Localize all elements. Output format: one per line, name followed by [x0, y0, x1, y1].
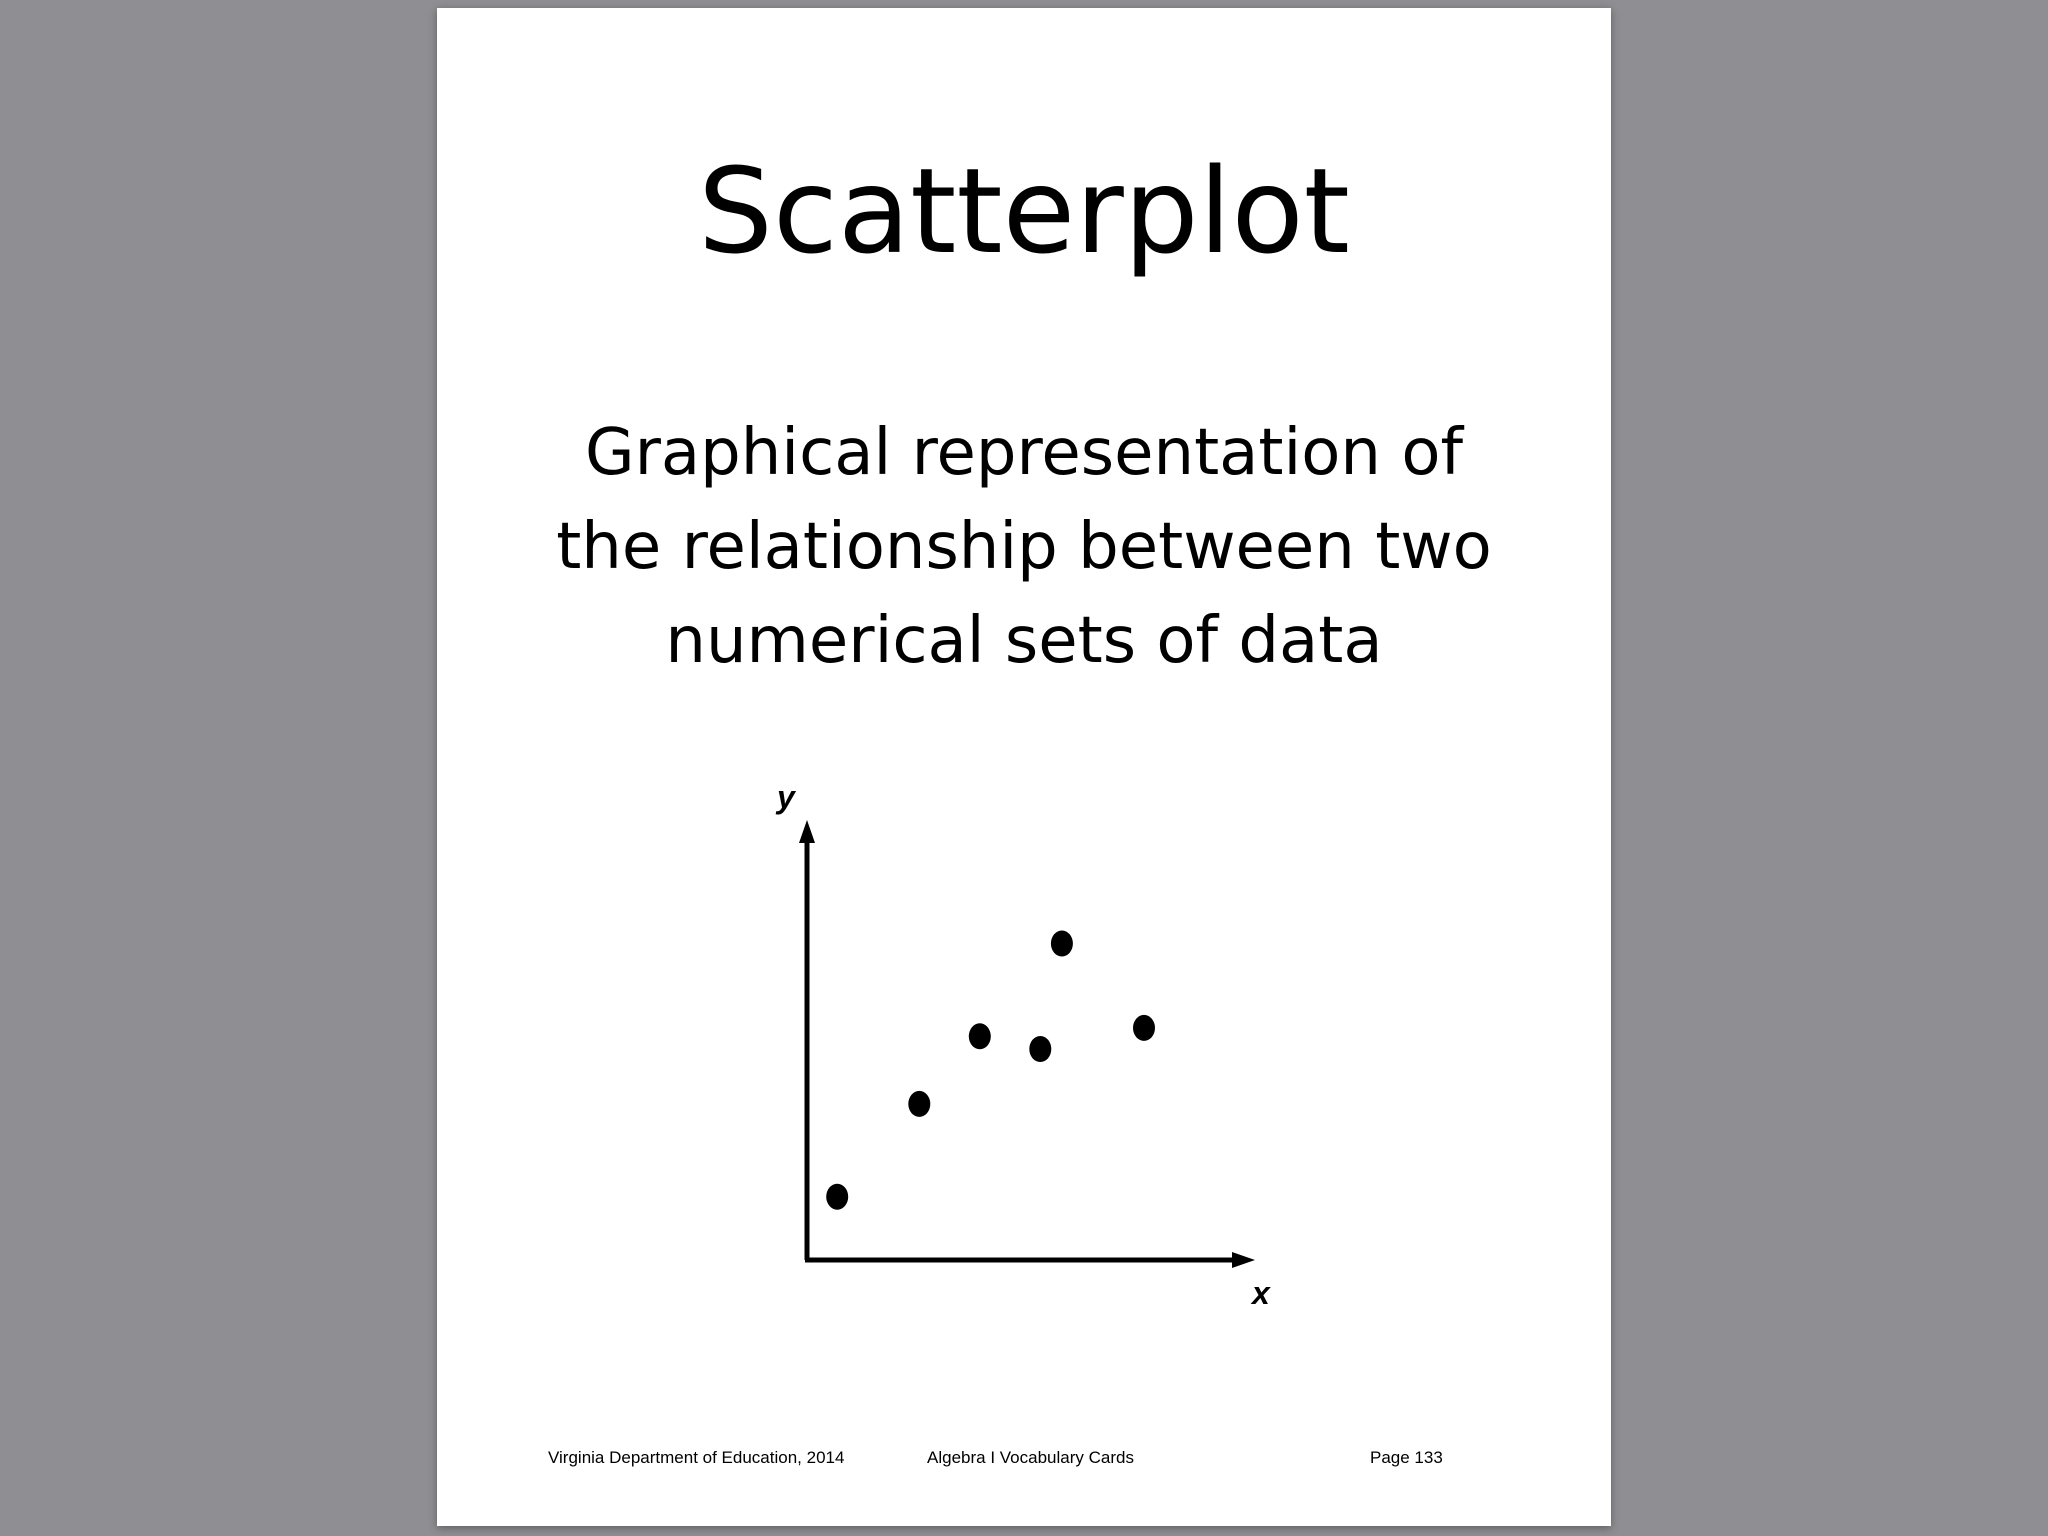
document-page: [437, 8, 1611, 1526]
data-point: [908, 1091, 930, 1117]
data-point: [1029, 1036, 1051, 1062]
definition-line: numerical sets of data: [665, 604, 1383, 678]
footer-collection: Algebra I Vocabulary Cards: [927, 1448, 1134, 1467]
scatterplot-diagram: [437, 8, 1611, 1526]
data-point: [826, 1184, 848, 1210]
definition-line: the relationship between two: [556, 510, 1492, 584]
data-point: [1133, 1015, 1155, 1041]
data-points: [826, 931, 1155, 1210]
footer-page-number: Page 133: [1370, 1448, 1443, 1467]
footer-source: Virginia Department of Education, 2014: [548, 1448, 845, 1467]
data-point: [969, 1023, 991, 1049]
x-axis-label: x: [1252, 1275, 1270, 1311]
card-title: Scatterplot: [698, 142, 1350, 280]
x-axis-arrowhead: [1232, 1252, 1255, 1268]
definition-line: Graphical representation of: [584, 416, 1464, 490]
data-point: [1051, 931, 1073, 957]
y-axis-label: y: [777, 779, 795, 815]
y-axis-arrowhead: [799, 820, 815, 843]
